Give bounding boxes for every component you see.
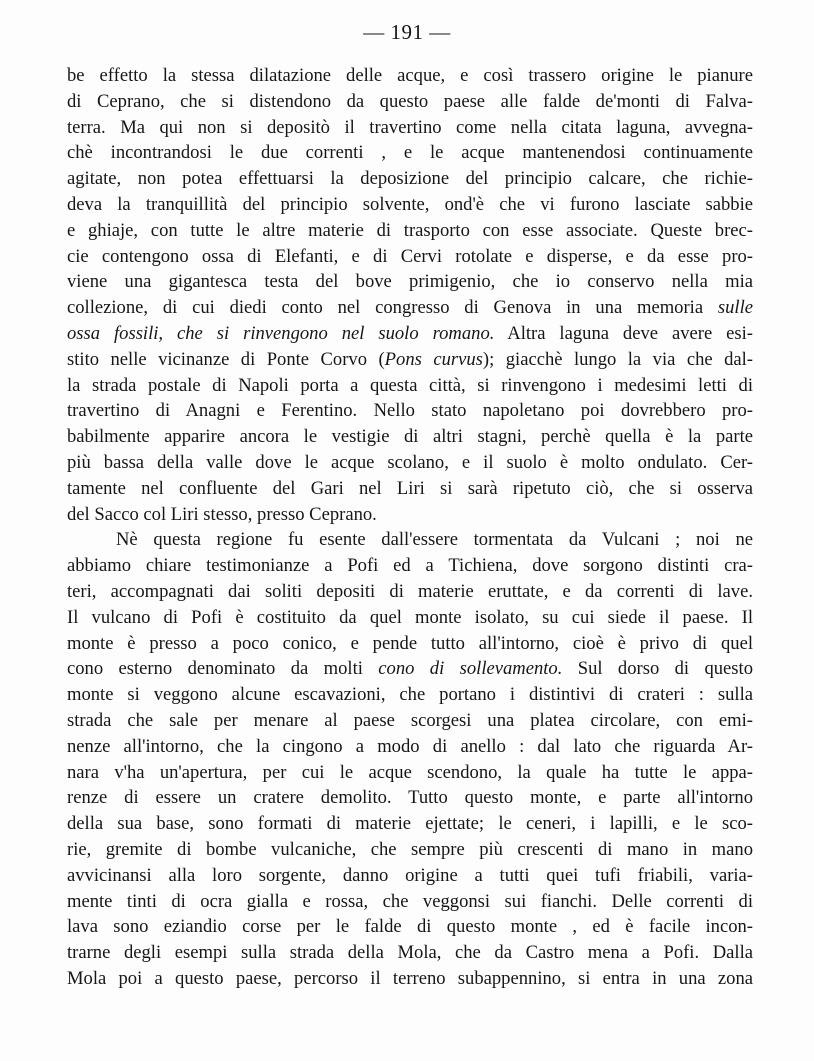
text-run: deva la tranquillità del principio solvente, ond'è che vi furono lasciate sabbie	[67, 193, 753, 215]
text-line	[67, 450, 753, 476]
text-run: del Sacco col Liri stesso, presso Ceprano.	[67, 503, 377, 525]
text-line	[67, 785, 753, 811]
text-run: ); giacchè lungo la via che dal-	[482, 348, 753, 370]
text-line	[67, 553, 753, 579]
text-line	[67, 321, 753, 347]
text-run: più bassa della valle dove le acque scolano, e il suolo è molto ondulato. Cer-	[67, 451, 753, 473]
text-run: babilmente apparire ancora le vestigie di altri stagni, perchè quella è la parte	[67, 426, 753, 448]
body-text	[67, 63, 753, 992]
text-run: strada che sale per menare al paese scorgesi una platea circolare, con emi-	[67, 709, 753, 731]
text-line	[67, 502, 753, 528]
text-line	[67, 837, 753, 863]
text-run: avvicinansi alla loro sorgente, danno origine a tutti quei tufi friabili, varia-	[67, 864, 753, 886]
text-run: la strada postale di Napoli porta a questa città, si rinvengono i medesimi letti di	[67, 374, 753, 396]
text-run: chè incontrandosi le due correnti , e le acque mantenendosi continuamente	[67, 142, 753, 164]
text-run: teri, accompagnati dai soliti depositi di materie eruttate, e da correnti di lave.	[67, 580, 753, 602]
text-run: Sul dorso di questo	[562, 658, 753, 680]
text-line	[67, 89, 753, 115]
text-run: travertino di Anagni e Ferentino. Nello stato napoletano poi dovrebbero pro-	[67, 400, 753, 422]
text-run: Mola poi a questo paese, percorso il terreno subappennino, si entra in una zona	[67, 967, 753, 989]
text-run: be effetto la stessa dilatazione delle acque, e così trassero origine le pianure	[67, 65, 753, 86]
text-run: Il vulcano di Pofi è costituito da quel monte isolato, su cui siede il paese. Il	[67, 606, 753, 628]
text-run: cono esterno denominato da molti	[67, 658, 379, 680]
text-line	[67, 579, 753, 605]
text-run: renze di essere un cratere demolito. Tutto questo monte, e parte all'intorno	[67, 787, 753, 809]
text-run: lava sono eziandio corse per le falde di questo monte , ed è facile incon-	[67, 916, 753, 938]
text-run: Nè questa regione fu esente dall'essere tormentata da Vulcani ; noi ne	[116, 529, 753, 551]
text-line	[67, 708, 753, 734]
text-line	[67, 811, 753, 837]
italic-text: cono di sollevamento.	[378, 658, 563, 680]
page-number: — 191 —	[363, 20, 451, 44]
text-run: tamente nel confluente del Gari nel Liri si sarà ripetuto ciò, che si osserva	[67, 477, 753, 499]
text-line	[67, 527, 753, 553]
text-line	[67, 398, 753, 424]
text-run: della sua base, sono formati di materie ejettate; le ceneri, i lapilli, e le sco-	[67, 813, 753, 835]
text-line	[67, 734, 753, 760]
text-line	[67, 889, 753, 915]
text-run: Altra laguna deve avere esi-	[494, 322, 753, 344]
text-line	[67, 218, 753, 244]
text-run: e ghiaje, con tutte le altre materie di trasporto con esse associate. Queste brec-	[67, 219, 753, 241]
text-run: nara v'ha un'apertura, per cui le acque scendono, la quale ha tutte le appa-	[67, 761, 753, 783]
text-line	[67, 682, 753, 708]
italic-text: sulle	[717, 297, 753, 319]
text-line	[67, 424, 753, 450]
text-line	[67, 373, 753, 399]
paragraph	[67, 527, 753, 991]
text-line	[67, 115, 753, 141]
text-line	[67, 914, 753, 940]
text-line	[67, 192, 753, 218]
text-run: mente tinti di ocra gialla e rossa, che veggonsi sui fianchi. Delle correnti di	[67, 890, 753, 912]
text-line	[67, 631, 753, 657]
text-run: stito nelle vicinanze di Ponte Corvo (	[67, 348, 385, 370]
text-run: cie contengono ossa di Elefanti, e di Cervi rotolate e disperse, e da esse pro-	[67, 245, 753, 267]
text-line	[67, 863, 753, 889]
paragraph	[67, 63, 753, 527]
text-run: nenze all'intorno, che la cingono a modo di anello : dal lato che riguarda Ar-	[67, 735, 753, 757]
text-line	[67, 166, 753, 192]
text-line	[67, 656, 753, 682]
italic-text: ossa fossili, che si rinvengono nel suolo romano.	[67, 322, 495, 344]
text-line	[67, 140, 753, 166]
text-run: monte si veggono alcune escavazioni, che portano i distintivi di crateri : sulla	[67, 684, 753, 706]
text-line	[67, 760, 753, 786]
text-line	[67, 295, 753, 321]
text-line	[67, 940, 753, 966]
text-run: trarne degli esempi sulla strada della Mola, che da Castro mena a Pofi. Dalla	[67, 942, 753, 964]
text-line	[67, 63, 753, 89]
text-run: collezione, di cui diedi conto nel congresso di Genova in una memoria	[67, 297, 718, 319]
text-line	[67, 605, 753, 631]
text-line	[67, 476, 753, 502]
text-run: viene una gigantesca testa del bove primigenio, che io conservo nella mia	[67, 271, 753, 293]
text-line	[67, 244, 753, 270]
text-run: abbiamo chiare testimonianze a Pofi ed a Tichiena, dove sorgono distinti cra-	[67, 555, 753, 577]
text-run: agitate, non potea effettuarsi la deposizione del principio calcare, che richie-	[67, 168, 753, 190]
text-run: monte è presso a poco conico, e pende tutto all'intorno, cioè è privo di quel	[67, 632, 753, 654]
text-run: terra. Ma qui non si depositò il travertino come nella citata laguna, avvegna-	[67, 116, 753, 138]
text-run: rie, gremite di bombe vulcaniche, che sempre più crescenti di mano in mano	[67, 838, 753, 860]
text-run: di Ceprano, che si distendono da questo paese alle falde de'monti di Falva-	[67, 90, 753, 112]
text-line	[67, 269, 753, 295]
italic-text: Pons curvus	[384, 348, 483, 370]
text-line	[67, 347, 753, 373]
text-line	[67, 966, 753, 992]
